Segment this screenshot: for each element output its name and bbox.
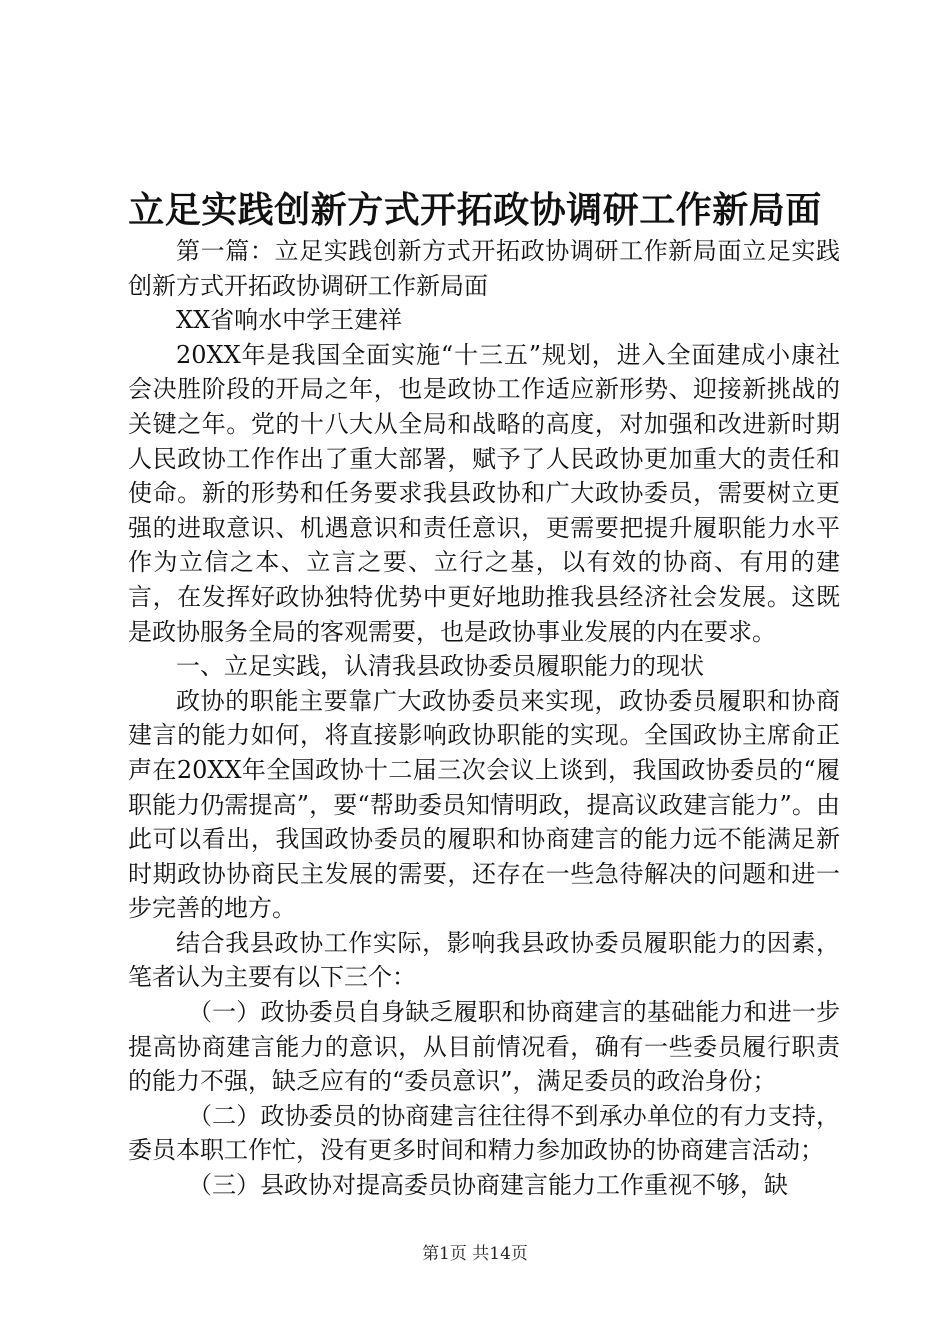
document-body [128, 234, 840, 1203]
document-title: 立足实践创新方式开拓政协调研工作新局面 [128, 189, 822, 231]
paragraph-status: 政协的职能主要靠广大政协委员来实现，政协委员履职和协商建言的能力如何，将直接影响政协职能的实现。全国政协主席俞正声在20XX年全国政协十二届三次会议上谈到，我国政协委员的“履职能力仍需提高”，要“帮助委员知情明政，提高议政建言能力”。由此可以看出，我国政协委员的履职和协商建言的能力远不能满足新时期政协协商民主发展的需要，还存在一些急待解决的问题和进一步完善的地方。 [128, 686, 840, 923]
list-item-factor-1: （一）政协委员自身缺乏履职和协商建言的基础能力和进一步提高协商建言能力的意识，从目前情况看，确有一些委员履行职责的能力不强，缺乏应有的“委员意识”，满足委员的政治身份； [128, 998, 840, 1096]
list-item-factor-2: （二）政协委员的协商建言往往得不到承办单位的有力支持，委员本职工作忙，没有更多时间和精力参加政协的协商建言活动； [128, 1101, 840, 1165]
paragraph-factors-intro: 结合我县政协工作实际，影响我县政协委员履职能力的因素，笔者认为主要有以下三个： [128, 928, 840, 992]
page-number-footer: 第1页 共14页 [422, 1244, 528, 1264]
paragraph-background: 20XX年是我国全面实施“十三五”规划，进入全面建成小康社会决胜阶段的开局之年，也是政协工作适应新形势、迎接新挑战的关键之年。党的十八大从全局和战略的高度，对加强和改进新时期人民政协工作作出了重大部署，赋予了人民政协更加重大的责任和使命。新的形势和任务要求我县政协和广大政协委员，需要树立更强的进取意识、机遇意识和责任意识，更需要把提升履职能力水平作为立信之本、立言之要、立行之基，以有效的协商、有用的建言，在发挥好政协独特优势中更好地助推我县经济社会发展。这既是政协服务全局的客观需要，也是政协事业发展的内在要求。 [128, 340, 840, 646]
section-heading-1: 一、立足实践，认清我县政协委员履职能力的现状 [176, 652, 704, 681]
list-item-factor-3: （三）县政协对提高委员协商建言能力工作重视不够，缺 [188, 1171, 788, 1200]
paragraph-intro-heading: 第一篇：立足实践创新方式开拓政协调研工作新局面立足实践创新方式开拓政协调研工作新局面 [128, 237, 840, 300]
paragraph-author: XX省响水中学王建祥 [176, 306, 403, 335]
